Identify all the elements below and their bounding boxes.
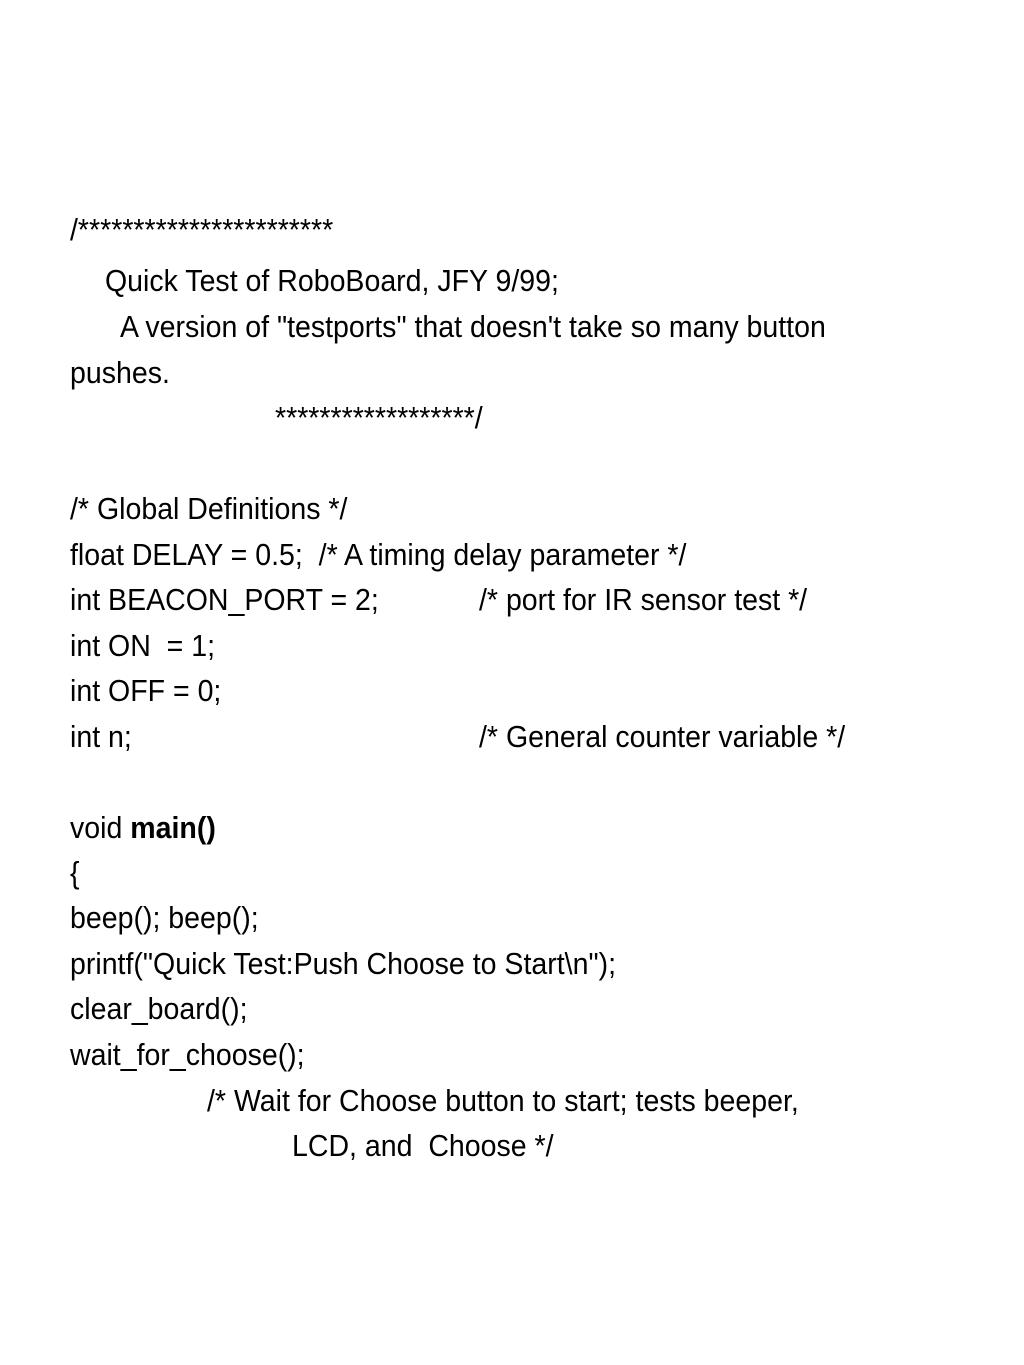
header-comment-title: Quick Test of RoboBoard, JFY 9/99; [105, 263, 559, 298]
wait-comment-line1: /* Wait for Choose button to start; tests beeper, [207, 1083, 799, 1118]
header-comment-close: ******************/ [275, 400, 483, 435]
main-open-brace: { [70, 855, 80, 890]
header-comment-open: /*********************** [70, 212, 334, 247]
delay-declaration: float DELAY = 0.5; /* A timing delay parameter */ [70, 537, 687, 572]
clear-board-line: clear_board(); [70, 991, 248, 1026]
main-return-type: void [70, 810, 123, 845]
header-comment-description-line2: pushes. [70, 355, 170, 390]
beacon-comment: /* port for IR sensor test */ [479, 582, 808, 617]
beacon-declaration: int BEACON_PORT = 2; [70, 582, 379, 617]
main-signature [70, 810, 216, 846]
wait-for-choose-line: wait_for_choose(); [70, 1037, 305, 1072]
globals-comment: /* Global Definitions */ [70, 491, 348, 526]
n-declaration: int n; [70, 719, 132, 754]
wait-comment-line2: LCD, and Choose */ [292, 1128, 554, 1163]
n-comment: /* General counter variable */ [479, 719, 846, 754]
printf-line: printf("Quick Test:Push Choose to Start\n"); [70, 946, 616, 981]
beep-line: beep(); beep(); [70, 900, 259, 935]
main-function-name: main() [130, 810, 216, 845]
on-declaration: int ON = 1; [70, 628, 216, 663]
header-comment-description-line1: A version of "testports" that doesn't take so many button [120, 309, 826, 344]
off-declaration: int OFF = 0; [70, 673, 222, 708]
